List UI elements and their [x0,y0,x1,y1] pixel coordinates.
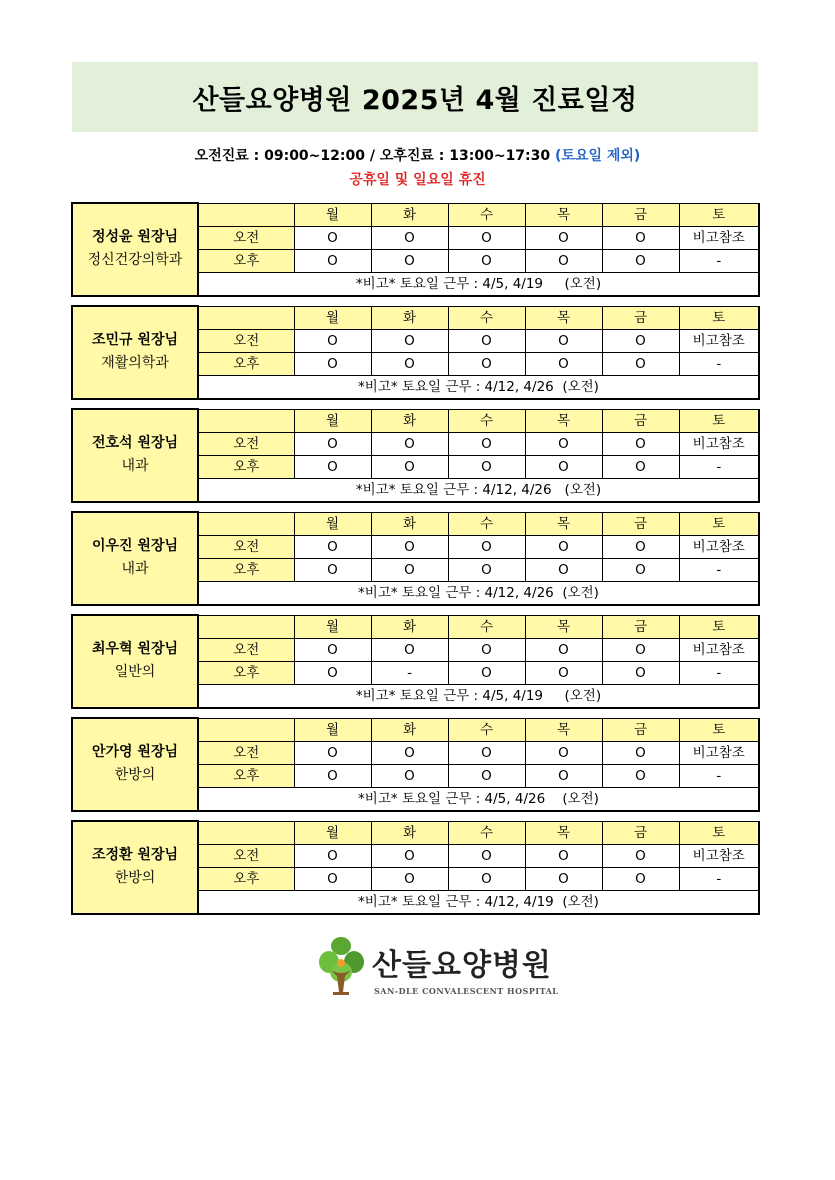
am-label: 오전 [198,329,294,352]
am-slot: O [294,226,371,249]
am-slot: 비고참조 [679,432,759,455]
day-header-row [72,512,759,535]
am-slot: O [448,638,525,661]
day-header: 토 [679,306,759,329]
day-header: 목 [525,203,602,226]
pm-slot: O [448,764,525,787]
am-slot: O [294,638,371,661]
pm-slot: O [602,352,679,375]
day-header: 화 [371,306,448,329]
blank-cell [198,512,294,535]
doctor-schedule-table [71,305,760,400]
pm-slot: O [602,661,679,684]
day-header: 월 [294,512,371,535]
doctor-cell [72,203,198,296]
pm-slot: O [448,558,525,581]
pm-slot: O [294,249,371,272]
blank-cell [198,821,294,844]
day-header: 목 [525,306,602,329]
am-slot: O [448,741,525,764]
am-slot: O [294,329,371,352]
am-slot: O [602,329,679,352]
pm-slot: O [525,249,602,272]
title-banner [72,62,758,132]
tree-person-icon [319,937,364,995]
pm-label: 오후 [198,455,294,478]
day-header: 토 [679,203,759,226]
blank-cell [198,615,294,638]
pm-slot: O [294,352,371,375]
doctor-name: 이우진 원장님 [91,538,179,555]
am-slot: O [602,535,679,558]
am-slot: O [448,535,525,558]
day-header: 금 [602,409,679,432]
pm-slot: O [371,352,448,375]
day-header: 금 [602,512,679,535]
pm-slot: O [448,661,525,684]
pm-slot: O [294,867,371,890]
doctor-schedule-table [71,614,760,709]
pm-slot: O [371,558,448,581]
am-slot: O [602,741,679,764]
pm-slot: O [448,867,525,890]
day-header: 금 [602,821,679,844]
saturday-work-note: *비고* 토요일 근무 : 4/5, 4/19 (오전) [198,272,759,296]
am-slot: O [448,432,525,455]
pm-slot: O [525,558,602,581]
doctor-department: 재활의학과 [101,355,169,372]
saturday-work-note: *비고* 토요일 근무 : 4/12, 4/19 (오전) [198,890,759,914]
day-header: 토 [679,615,759,638]
doctor-department: 한방의 [114,767,156,784]
day-header: 월 [294,306,371,329]
am-slot: O [602,226,679,249]
am-slot: O [294,535,371,558]
day-header: 금 [602,615,679,638]
am-slot: O [371,329,448,352]
saturday-work-note: *비고* 토요일 근무 : 4/12, 4/26 (오전) [198,581,759,605]
am-slot: 비고참조 [679,535,759,558]
am-slot: O [294,844,371,867]
am-label: 오전 [198,432,294,455]
doctor-department: 내과 [121,458,149,475]
pm-slot: O [294,661,371,684]
pm-slot: - [679,661,759,684]
pm-label: 오후 [198,352,294,375]
pm-slot: O [525,764,602,787]
am-slot: O [525,226,602,249]
am-slot: 비고참조 [679,329,759,352]
doctor-name: 정성윤 원장님 [91,229,179,246]
day-header: 수 [448,306,525,329]
day-header: 수 [448,409,525,432]
day-header: 수 [448,512,525,535]
pm-slot: - [679,558,759,581]
day-header: 월 [294,718,371,741]
am-label: 오전 [198,844,294,867]
am-slot: O [525,844,602,867]
day-header: 금 [602,203,679,226]
hours-text: 오전진료 : 09:00~12:00 / 오후진료 : 13:00~17:30 [194,148,551,164]
day-header-row [72,306,759,329]
day-header: 월 [294,615,371,638]
doctor-cell [72,718,198,811]
day-header: 토 [679,409,759,432]
pm-slot: O [371,455,448,478]
pm-slot: O [602,867,679,890]
day-header: 금 [602,718,679,741]
am-slot: O [371,638,448,661]
pm-slot: - [679,455,759,478]
am-slot: O [371,535,448,558]
am-slot: O [371,432,448,455]
doctor-schedule-table [71,820,760,915]
am-slot: O [525,432,602,455]
day-header: 수 [448,718,525,741]
day-header-row [72,718,759,741]
doctor-cell [72,409,198,502]
pm-slot: O [448,249,525,272]
am-slot: O [525,535,602,558]
day-header-row [72,821,759,844]
saturday-work-note: *비고* 토요일 근무 : 4/12, 4/26 (오전) [198,375,759,399]
day-header: 금 [602,306,679,329]
day-header: 수 [448,203,525,226]
day-header-row [72,615,759,638]
pm-label: 오후 [198,249,294,272]
day-header: 월 [294,409,371,432]
doctor-schedule-table [71,408,760,503]
am-slot: O [602,844,679,867]
doctor-name: 조정환 원장님 [91,847,179,864]
pm-slot: O [448,455,525,478]
clinic-hours [0,145,835,165]
pm-slot: O [525,867,602,890]
doctor-cell [72,615,198,708]
doctor-cell [72,821,198,914]
blank-cell [198,306,294,329]
am-slot: 비고참조 [679,741,759,764]
blank-cell [198,409,294,432]
day-header-row [72,409,759,432]
pm-slot: O [525,352,602,375]
pm-slot: O [371,249,448,272]
doctor-department: 한방의 [114,870,156,887]
am-slot: O [525,329,602,352]
doctor-schedule-table [71,717,760,812]
pm-slot: - [371,661,448,684]
day-header: 월 [294,821,371,844]
doctor-name: 조민규 원장님 [91,332,179,349]
am-label: 오전 [198,741,294,764]
am-slot: O [448,844,525,867]
pm-slot: - [679,352,759,375]
day-header: 목 [525,512,602,535]
am-slot: O [525,638,602,661]
saturday-work-note: *비고* 토요일 근무 : 4/12, 4/26 (오전) [198,478,759,502]
saturday-work-note: *비고* 토요일 근무 : 4/5, 4/19 (오전) [198,684,759,708]
logo-text: 산들요양병원 [372,948,552,983]
doctor-schedule-table [71,511,760,606]
pm-label: 오후 [198,661,294,684]
saturday-note: (토요일 제외) [555,148,641,164]
pm-slot: O [294,558,371,581]
am-slot: O [294,741,371,764]
day-header: 화 [371,615,448,638]
am-slot: 비고참조 [679,638,759,661]
blank-cell [198,718,294,741]
am-slot: 비고참조 [679,226,759,249]
am-label: 오전 [198,638,294,661]
pm-slot: O [371,867,448,890]
day-header: 월 [294,203,371,226]
am-slot: O [371,741,448,764]
doctor-name: 안가영 원장님 [91,744,179,761]
day-header-row [72,203,759,226]
saturday-work-note: *비고* 토요일 근무 : 4/5, 4/26 (오전) [198,787,759,811]
day-header: 토 [679,512,759,535]
page-title: 산들요양병원 2025년 4월 진료일정 [192,84,638,116]
am-slot: O [602,638,679,661]
am-slot: O [371,226,448,249]
day-header: 수 [448,615,525,638]
pm-slot: O [602,764,679,787]
day-header: 수 [448,821,525,844]
day-header: 화 [371,821,448,844]
am-label: 오전 [198,535,294,558]
doctor-cell [72,512,198,605]
pm-slot: - [679,249,759,272]
doctor-cell [72,306,198,399]
doctor-department: 내과 [121,561,149,578]
pm-slot: - [679,867,759,890]
day-header: 목 [525,615,602,638]
am-slot: 비고참조 [679,844,759,867]
pm-slot: O [448,352,525,375]
pm-slot: O [294,455,371,478]
am-label: 오전 [198,226,294,249]
am-slot: O [371,844,448,867]
pm-label: 오후 [198,867,294,890]
pm-slot: - [679,764,759,787]
am-slot: O [525,741,602,764]
day-header: 목 [525,718,602,741]
pm-slot: O [602,558,679,581]
day-header: 화 [371,512,448,535]
day-header: 토 [679,718,759,741]
pm-slot: O [525,661,602,684]
doctor-name: 전호석 원장님 [91,435,179,452]
pm-slot: O [371,764,448,787]
pm-label: 오후 [198,764,294,787]
am-slot: O [602,432,679,455]
pm-slot: O [294,764,371,787]
day-header: 토 [679,821,759,844]
doctor-department: 정신건강의학과 [87,252,183,269]
day-header: 화 [371,718,448,741]
day-header: 화 [371,409,448,432]
doctor-schedule-table [71,202,760,297]
doctor-department: 일반의 [114,664,156,681]
am-slot: O [448,226,525,249]
day-header: 목 [525,821,602,844]
am-slot: O [448,329,525,352]
pm-slot: O [602,455,679,478]
day-header: 목 [525,409,602,432]
blank-cell [198,203,294,226]
pm-slot: O [525,455,602,478]
pm-label: 오후 [198,558,294,581]
logo-subtitle: SAN-DLE CONVALESCENT HOSPITAL [374,986,559,996]
pm-slot: O [602,249,679,272]
am-slot: O [294,432,371,455]
holiday-notice: 공휴일 및 일요일 휴진 [349,172,486,188]
doctor-name: 최우혁 원장님 [91,641,179,658]
day-header: 화 [371,203,448,226]
